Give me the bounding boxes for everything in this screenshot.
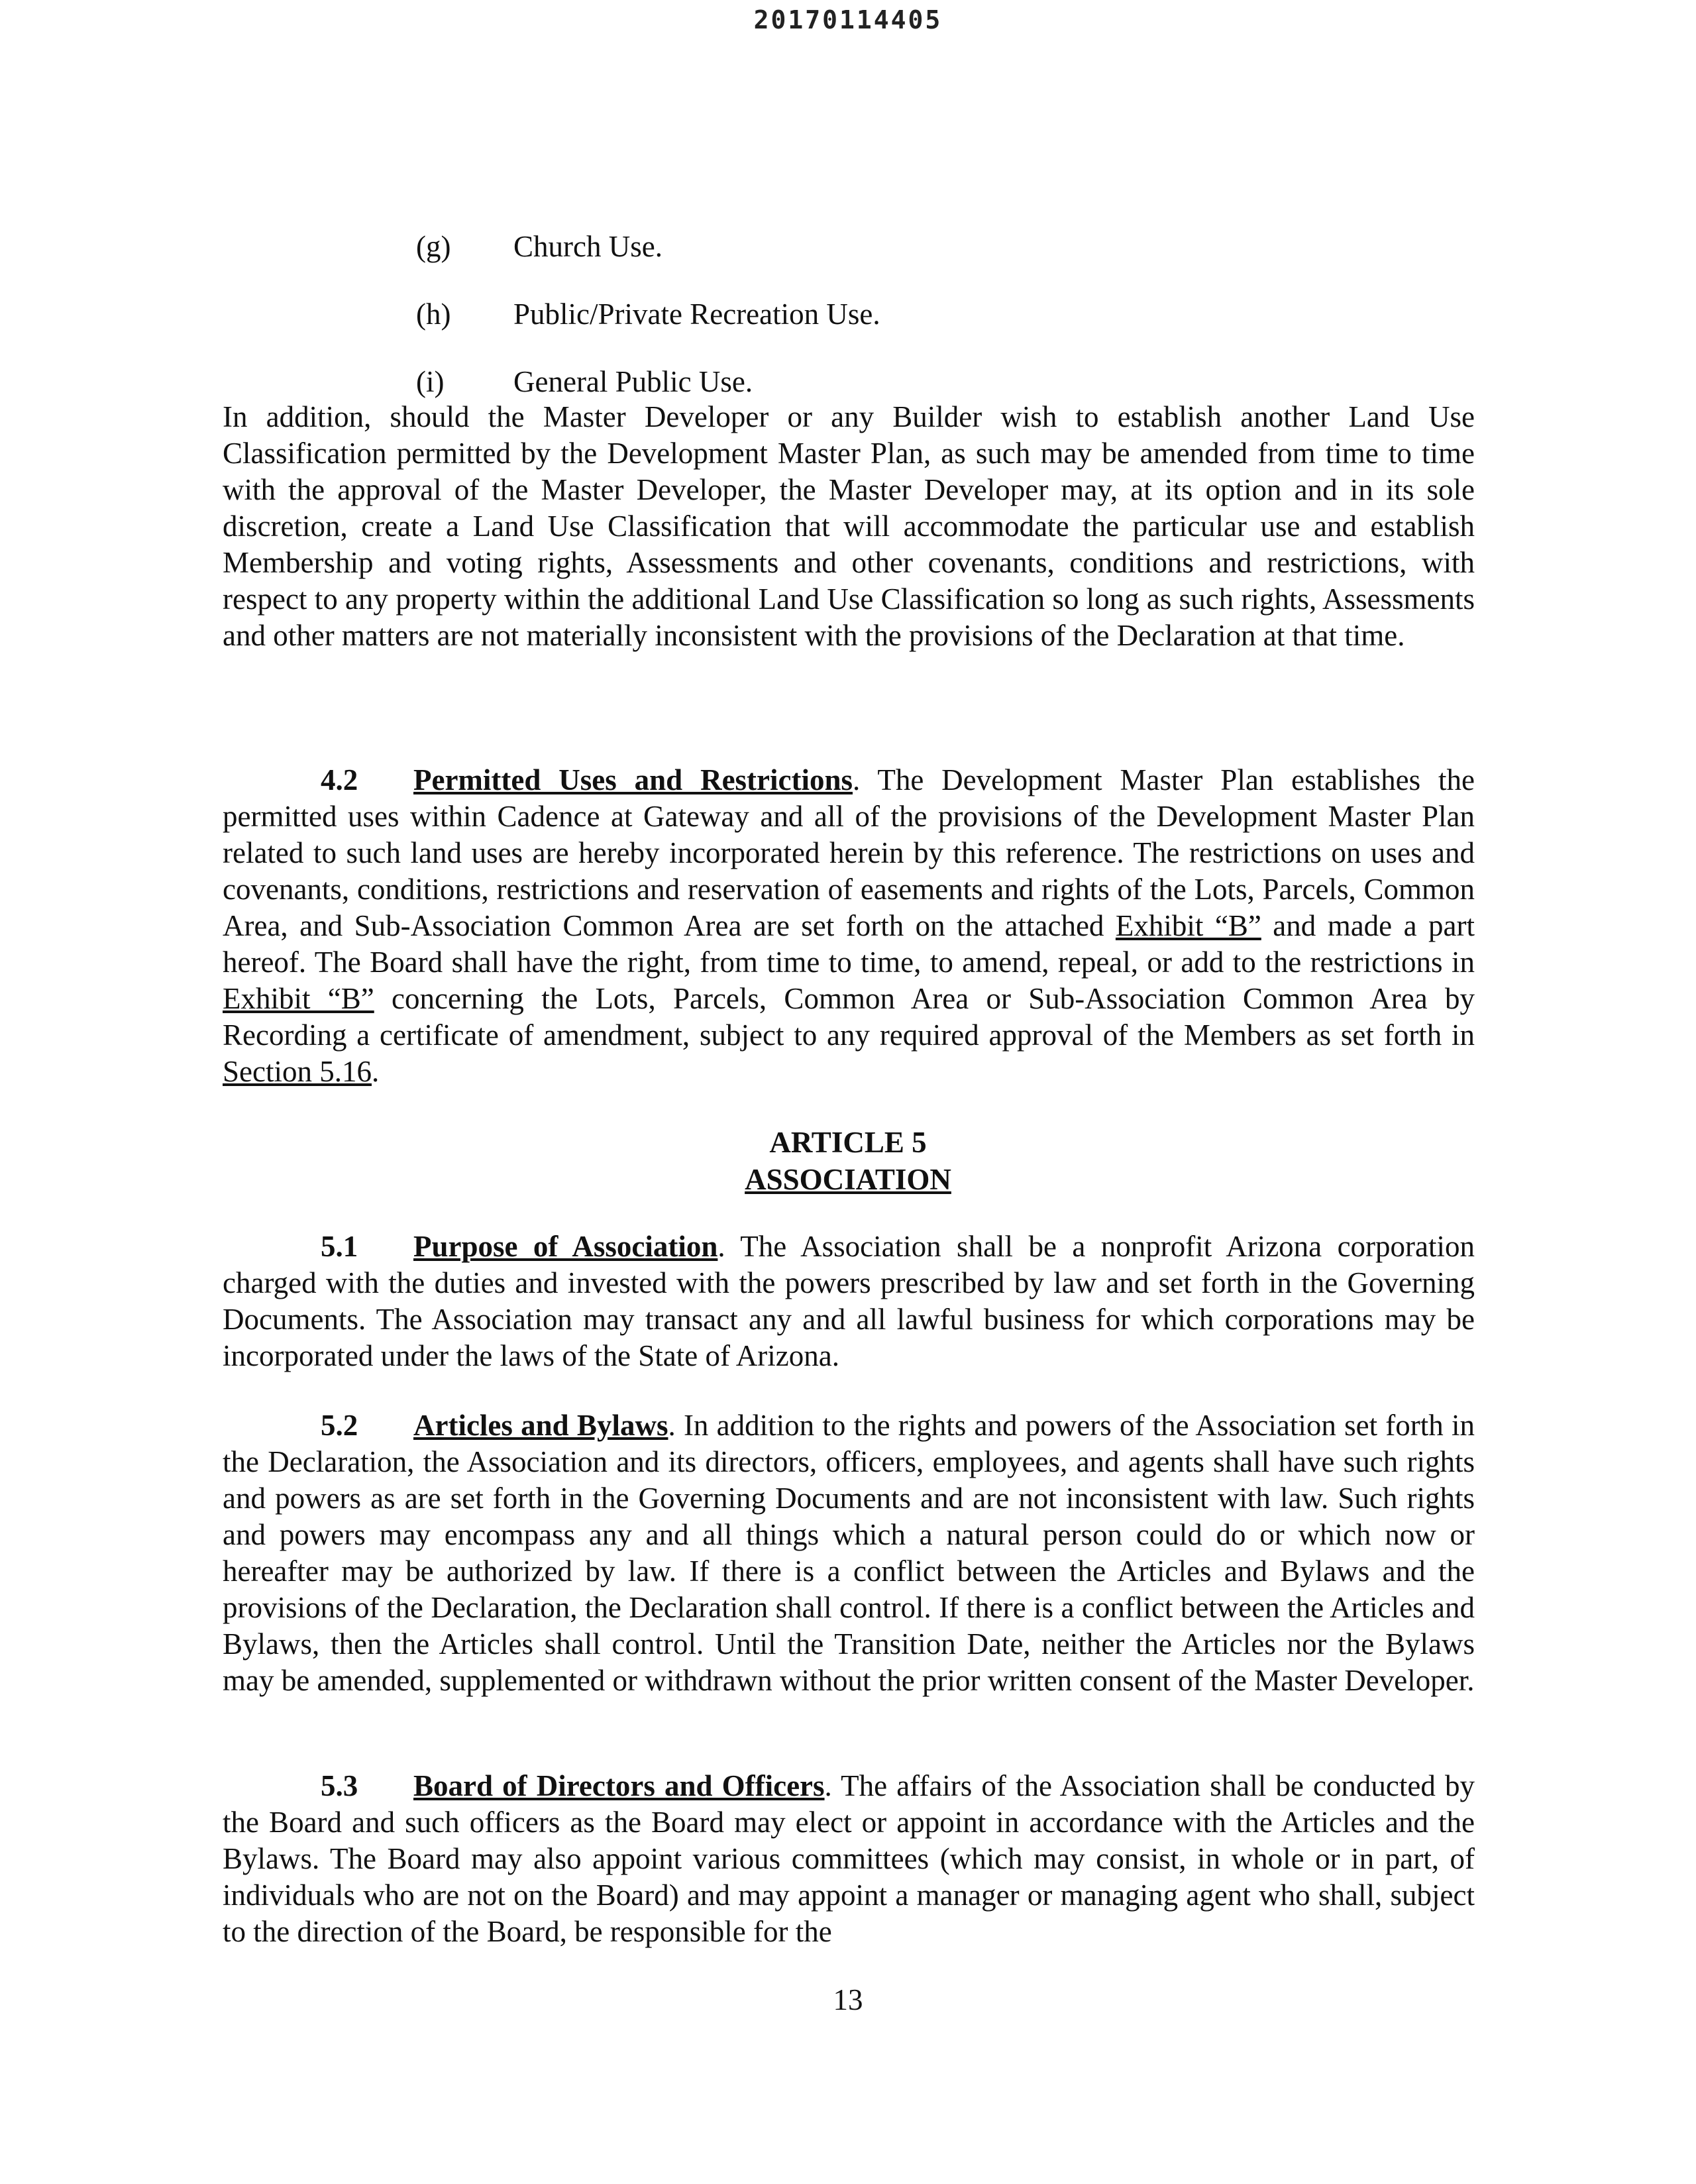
section-number: 5.2: [321, 1409, 358, 1442]
section-title: Permitted Uses and Restrictions: [413, 763, 853, 796]
document-number: 20170114405: [753, 5, 943, 34]
list-item-text: Public/Private Recreation Use.: [513, 298, 880, 331]
section-number: 5.1: [321, 1230, 358, 1263]
list-item-text: Church Use.: [513, 230, 662, 263]
list-item-label: (h): [416, 298, 451, 331]
article-heading: [0, 1124, 1696, 1198]
exhibit-reference: Exhibit “B”: [223, 982, 374, 1015]
section-text: . The affairs of the Association shall be conducted by the Board and such officers as the Board may elect or appoint in accordance with the Articles and the Bylaws. The Board may also appoint various committees (which may consist, in whole or in part, of individuals who are not on the Board) and may appoint a manager or managing agent who shall, subject to the direction of the Board, be responsible for the: [223, 1769, 1475, 1948]
section-5-1: [223, 1228, 1475, 1374]
section-text: . The Development Master Plan establishes the permitted uses within Cadence at Gateway and all of the provisions of the Development Master Plan related to such land uses are hereby incorporated herein by this reference. The restrictions on uses and covenants, conditions, restrictions and reservation of easements and rights of the Lots, Parcels, Common Area, and Sub-Association Common Area are set forth on the attached: [223, 763, 1475, 942]
intro-paragraph: In addition, should the Master Developer or any Builder wish to establish another Land Use Classification permitted by the Development Master Plan, as such may be amended from time to time with the approval of the Master Developer, the Master Developer may, at its option and in its sole discretion, create a Land Use Classification that will accommodate the particular use and establish Membership and voting rights, Assessments and other covenants, conditions and restrictions, with respect to any property within the additional Land Use Classification so long as such rights, Assessments and other matters are not materially inconsistent with the provisions of the Declaration at that time.: [223, 400, 1475, 652]
section-number: 4.2: [321, 763, 358, 796]
section-title: Articles and Bylaws: [413, 1409, 668, 1442]
exhibit-reference: Exhibit “B”: [1115, 909, 1261, 942]
section-4-2: [223, 762, 1475, 1090]
list-item-label: (i): [416, 365, 445, 398]
section-text: .: [371, 1055, 380, 1088]
section-title: Board of Directors and Officers: [413, 1769, 825, 1802]
section-text: concerning the Lots, Parcels, Common Area or Sub-Association Common Area by Recording a certificate of amendment, subject to any required approval of the Members as set forth in: [223, 982, 1475, 1052]
section-text: . In addition to the rights and powers of the Association set forth in the Declaration, the Association and its directors, officers, employees, and agents shall have such rights and powers as are set forth in the Governing Documents and are not inconsistent with law. Such rights and powers may encompass any and all things which a natural person could do or which now or hereafter may be authorized by law. If there is a conflict between the Articles and Bylaws and the provisions of the Declaration, the Declaration shall control. If there is a conflict between the Articles and Bylaws, then the Articles shall control. Until the Transition Date, neither the Articles nor the Bylaws may be amended, supplemented or withdrawn without the prior written consent of the Master Developer.: [223, 1409, 1475, 1697]
section-number: 5.3: [321, 1769, 358, 1802]
list-item-text: General Public Use.: [513, 365, 753, 398]
section-title: Purpose of Association: [413, 1230, 718, 1263]
article-number: ARTICLE 5: [769, 1126, 927, 1159]
article-title: ASSOCIATION: [745, 1163, 951, 1196]
section-text: . The Association shall be a nonprofit Arizona corporation charged with the duties and invested with the powers prescribed by law and set forth in the Governing Documents. The Association may transact any and all lawful business for which corporations may be incorporated under the laws of the State of Arizona.: [223, 1230, 1475, 1372]
section-5-3: [223, 1768, 1475, 1950]
section-text: and made a part hereof. The Board shall have the right, from time to time, to amend, repeal, or add to the restrictions in: [223, 909, 1475, 979]
section-5-2: [223, 1407, 1475, 1699]
page-number: 13: [833, 1983, 863, 2016]
section-reference: Section 5.16: [223, 1055, 372, 1088]
list-item-label: (g): [416, 230, 451, 263]
